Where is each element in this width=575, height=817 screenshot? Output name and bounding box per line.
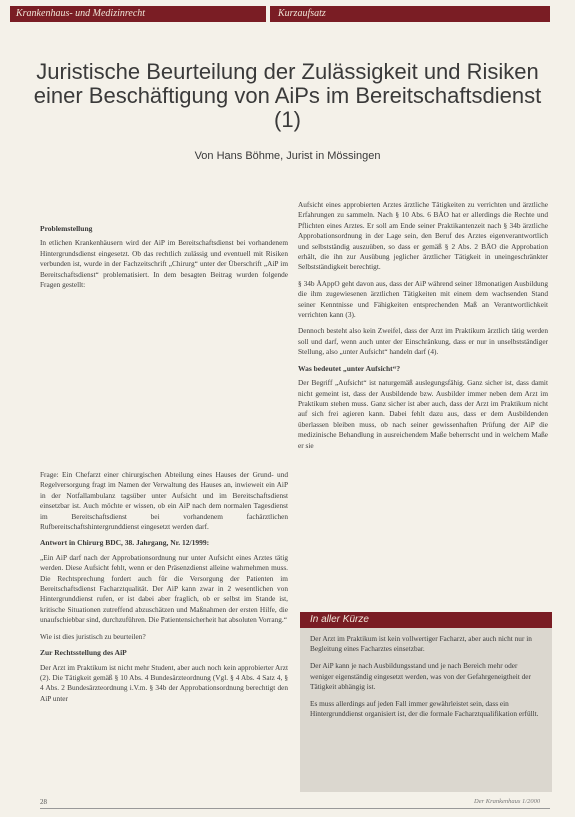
page-number: 28 bbox=[40, 798, 47, 806]
paragraph: Der Begriff „Aufsicht“ ist naturgemäß auslegungsfähig. Ganz sicher ist, dass damit nicht gemeint ist, dass der Ausbildende bzw. Ausbilder immer neben dem Arzt im Praktikum stehen muss. Ganz sicher ist aber auch, dass der Arzt im Praktikum nicht auf sich frei agieren kann. Dabei fehlt dazu aus, dass er dem Ausbildenden überlassen bleiben muss, ob nach seiner gewissenhaften Prüfung der AiP die medizinische Behandlung in ausreichendem Maße beherrscht und in welchem Maße er sie bbox=[298, 378, 548, 450]
article-title: Juristische Beurteilung der Zulässigkeit und Risiken einer Beschäftigung von AiPs im Bereitschaftsdienst (1) bbox=[33, 59, 542, 132]
summary-point: Der AiP kann je nach Ausbildungsstand und je nach Bereich mehr oder weniger eigenständig eingesetzt werden, was von der Gefahrgeneigtheit der Tätigkeit abhängig ist. bbox=[310, 661, 531, 691]
article-author: Von Hans Böhme, Jurist in Mössingen bbox=[194, 150, 381, 162]
paragraph: „Ein AiP darf nach der Approbationsordnung nur unter Aufsicht eines Arztes tätig werden. Diese Aufsicht fehlt, wenn er den Präsenzdienst alleine wahrnehmen muss. Die Rechtsprechung fordert auch für die Versorgung der Patienten im Bereitschaftsdienst Facharztqualität. Der AiP kann zwar in 2 wesentlichen von Hintergrunddienst rufen, er ist dabei aber fraglich, ob er selbst im Stande ist, kritische Situationen zutreffend abzuschätzen und Maßnahmen der ersten Hilfe, die unaufschiebbar sind, durchzuführen. Die Patientensicherheit hat absoluten Vorrang.“ bbox=[40, 552, 288, 625]
heading-legal-status: Zur Rechtsstellung des AiP bbox=[40, 648, 127, 658]
footer-rule bbox=[40, 808, 550, 809]
heading-problem: Problemstellung bbox=[40, 224, 93, 233]
left-column-bottom bbox=[40, 470, 288, 710]
summary-box-title: In aller Kürze bbox=[300, 612, 552, 628]
heading-answer: Antwort in Chirurg BDC, 38. Jahrgang, Nr. 12/1999: bbox=[40, 538, 210, 548]
paragraph: § 34b ÄAppO geht davon aus, dass der AiP während seiner 18monatigen Ausbildung die ihm zugewiesenen ärztlichen Tätigkeiten mit einem dem wachsenden Stand seiner Kenntnisse und Fähigkeiten entsprechenden Maß an Verantwortlichkeit verrichten kann (3). bbox=[298, 278, 548, 320]
paragraph: Frage: Ein Chefarzt einer chirurgischen Abteilung eines Hauses der Grund- und Regelversorgung fragt im Namen der Verwaltung des Hauses an, inwieweit ein AiP in der Notfallambulanz tagsüber unter Aufsicht und im Bereitschaftsdienst einsetzbar ist. Auch möchte er wissen, ob ein AiP nach dem normalen Tagesdienst im Bereitschaftsdienst bei vorhandenem fachärztlichen Rufbereitschaftshintergrunddienst eingesetzt werden darf. bbox=[40, 470, 288, 532]
section-header bbox=[10, 6, 550, 22]
paragraph: Dennoch besteht also kein Zweifel, dass der Arzt im Praktikum ärztlich tätig werden soll und darf, wenn auch unter der Einschränkung, dass er nur in unselbstständiger Stellung, also „unter Aufsicht“ handeln darf (4). bbox=[298, 326, 548, 357]
summary-box-body bbox=[300, 628, 552, 732]
article-type-label: Kurzaufsatz bbox=[270, 6, 550, 22]
summary-box bbox=[300, 612, 552, 792]
journal-footer: Der Krankenhaus 1/2000 bbox=[474, 798, 541, 805]
paragraph: Wie ist dies juristisch zu beurteilen? bbox=[40, 631, 146, 641]
heading-supervision: Was bedeutet „unter Aufsicht“? bbox=[298, 363, 401, 373]
paragraph: Aufsicht eines approbierten Arztes ärztliche Tätigkeiten zu verrichten und ärztliche Erfahrungen zu sammeln. Nach § 10 Abs. 6 BÄO hat er allerdings die Rechte und Pflichten eines Arztes. Er soll am Ende seiner Praktikantenzeit nach § 34b ärztliche Approbationsordnung in der Lage sein, den Beruf des Arztes eigenverantwortlich und selbstständig auszuüben, so dass er gemäß § 2 Abs. 2 BÄO die Approbation erhält, die ihn zur Ausübung jeglicher ärztlicher Tätigkeit in uneingeschränkter Selbstständigkeit berechtigt. bbox=[298, 200, 548, 272]
summary-point: Der Arzt im Praktikum ist kein vollwertiger Facharzt, aber auch nicht nur in Begleitung eines Facharztes einsetzbar. bbox=[310, 634, 532, 654]
left-column-top bbox=[40, 222, 288, 296]
paragraph: In etlichen Krankenhäusern wird der AiP im Bereitschaftsdienst bei vorhandenem Hintergrundsdienst eingesetzt. Ob das rechtlich zulässig und eventuell mit Risiken verbunden ist, wurde in der Fachzeitschrift „Chirurg“ unter der Überschrift „AiP im Bereitschaftsdienst“ problematisiert. In dem besagten Beitrag wurden folgende Fragen gestellt: bbox=[40, 238, 288, 290]
right-column bbox=[298, 200, 548, 457]
summary-point: Es muss allerdings auf jeden Fall immer gewährleistet sein, dass ein Hintergrunddienst organisiert ist, der die formale Facharztqualifikation erfüllt. bbox=[310, 699, 539, 719]
section-label: Krankenhaus- und Medizinrecht bbox=[10, 6, 266, 22]
paragraph: Der Arzt im Praktikum ist nicht mehr Student, aber auch noch kein approbierter Arzt (2). Die Tätigkeit gemäß § 10 Abs. 4 Bundesärzteordnung (Vgl. § 4 Abs. 4 Satz 4, § 4 Abs. 2 Bundesärzteordnung i.V.m. § 34b der Approbationsordnung berechtigt den AiP unter bbox=[40, 662, 288, 703]
